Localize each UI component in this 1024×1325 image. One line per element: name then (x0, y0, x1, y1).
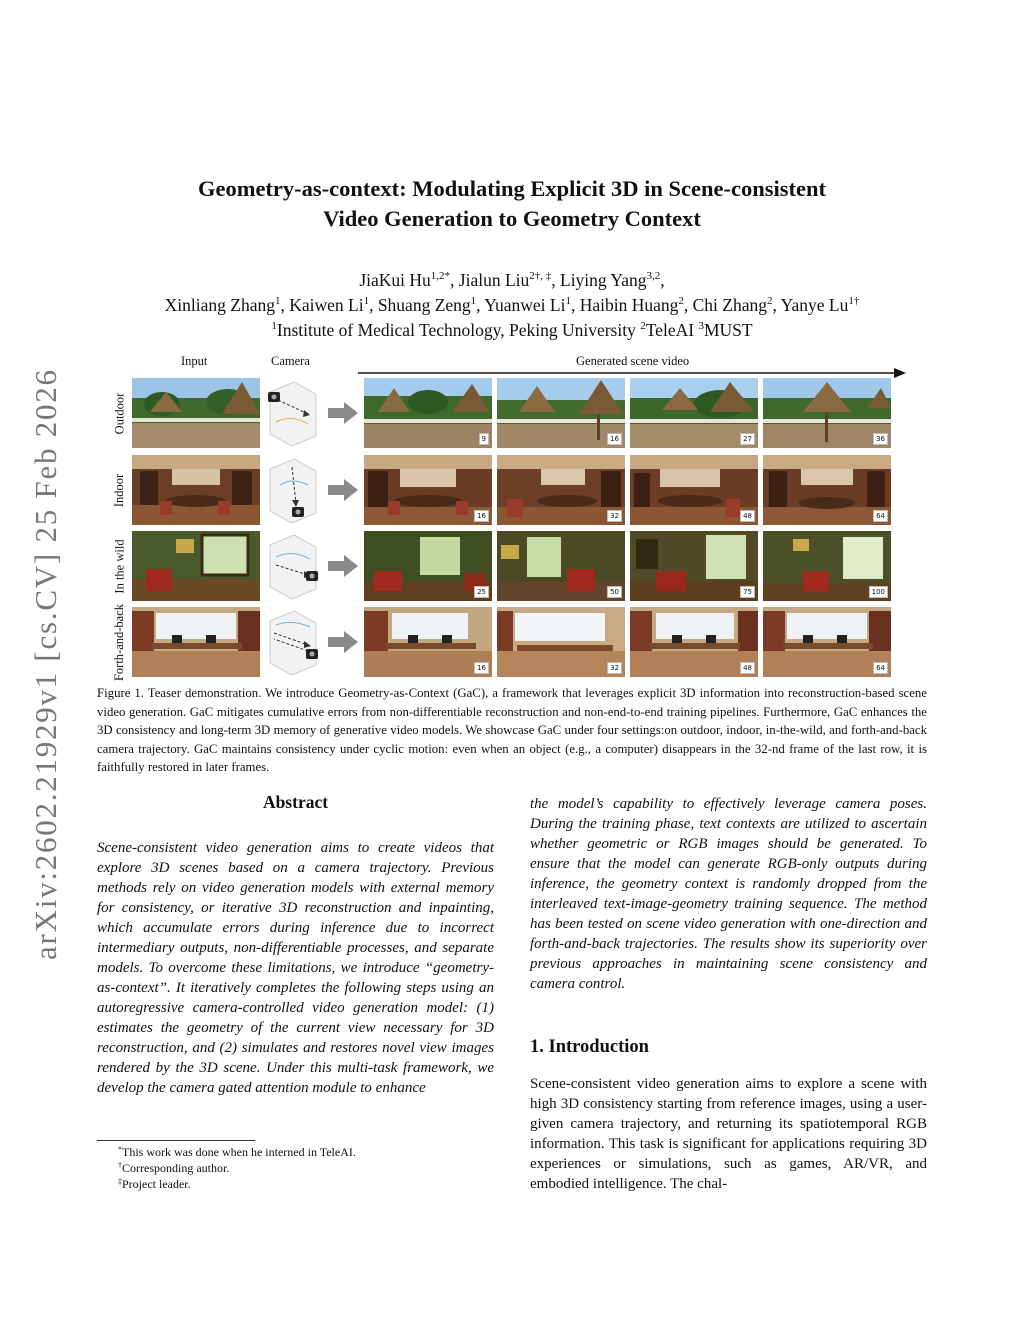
author-name: Xinliang Zhang (164, 295, 275, 315)
affiliation: MUST (703, 320, 753, 340)
footnote: *This work was done when he interned in TeleAI. (118, 1145, 356, 1159)
footnote-rule (97, 1140, 255, 1141)
introduction-text: Scene-consistent video generation aims to explore a scene with high 3D consistency starting from reference images, using a user-given camera trajectory, and returning its spatiotemporal RGB information. This task is significant for applications requiring 3D experiences or simulations, such as games, AR/VR, and embodied intelligence. The chal- (530, 1076, 927, 1192)
frame-number: 16 (474, 510, 489, 522)
frame-number: 16 (474, 662, 489, 674)
generated-frame-outdoor-3 (630, 378, 758, 448)
author-name: Shuang Zeng (377, 295, 471, 315)
generated-frame-outdoor-4 (763, 378, 891, 448)
row-label-outdoor: Outdoor (112, 392, 127, 434)
row-label-forth-and-back: Forth-and-back (112, 603, 127, 681)
frame-number: 50 (607, 586, 622, 598)
generated-frame-in-the-wild-2 (497, 531, 625, 601)
author-line-2: Xinliang Zhang$^1$, Kaiwen Li$^1$, Shuang Zeng$^1$, Yuanwei Li$^1$, Haibin Huang$^2$, Chi Zhang$^2$, Yanye $Lu^{1\dagger}$ (164, 295, 860, 315)
title-line-2: Video Generation to Geometry Context (323, 206, 701, 231)
camera-trajectory-forth-and-back (264, 607, 320, 679)
frame-number: 64 (873, 662, 888, 674)
footnote: †Corresponding author. (118, 1161, 230, 1175)
frame-number: 9 (479, 433, 489, 445)
frame-number: 32 (607, 510, 622, 522)
row-label-indoor: Indoor (112, 473, 127, 507)
author-name: Haibin Huang (579, 295, 679, 315)
title-line-1: Geometry-as-context: Modulating Explicit 3D in Scene-consistent (197, 176, 827, 201)
generated-frame-in-the-wild-4 (763, 531, 891, 601)
flow-arrow-icon (328, 631, 358, 653)
frame-number: 48 (740, 662, 755, 674)
column-header-camera: Camera (271, 354, 310, 368)
abstract-heading: Abstract (262, 792, 329, 812)
frame-number: 64 (873, 510, 888, 522)
author-block (60, 268, 964, 343)
figure-caption: Figure 1. Teaser demonstration. We introduce Geometry-as-Context (GaC), a framework that leverages explicit 3D information into reconstruction-based scene video generation. GaC mitigates cumulative errors from non-differentiable reconstruction and non-end-to-end training pipelines. Furthermore, GaC enhances the 3D consistency and long-term 3D memory of generative video models. We showcase GaC under four settings:on outdoor, indoor, in-the-wild, and forth-and-back camera trajectory. GaC maintains consistency under cyclic motion: even when an object (e.g., a computer) disappears in the 32-nd frame of the last row, it is faithfully restored in later frames. (97, 686, 927, 775)
flow-arrow-icon (328, 479, 358, 501)
abstract-text-left: Scene-consistent video generation aims to create videos that explore 3D scenes based on a camera trajectory. Previous methods rely on video generation models with external memory for consistency, or iterative 3D reconstruction and inpainting, which accumulate errors during inference due to incorrect intermediary outputs, non-differentiable processes, and separate models. To overcome these limitations, we introduce “geometry-as-context”. It iteratively completes the following steps using an autoregressive camera-controlled video generation model: (1) estimates the geometry of the current view necessary for 3D reconstruction, and (2) simulates and restores novel view images rendered by the 3D scene. Under this multi-task framework, we develop the camera gated attention module to enhance (97, 840, 494, 1096)
generated-frame-forth-and-back-4 (763, 607, 891, 677)
frame-number: 32 (607, 662, 622, 674)
frame-number: 100 (869, 586, 888, 598)
input-image-in-the-wild (132, 531, 260, 601)
arxiv-identifier-text: arXiv:2602.21929v1 [cs.CV] 25 Feb 2026 (28, 370, 63, 960)
camera-trajectory-in-the-wild (264, 531, 320, 603)
generated-frame-indoor-2 (497, 455, 625, 525)
generated-frame-outdoor-1 (364, 378, 492, 448)
generated-frame-in-the-wild-3 (630, 531, 758, 601)
row-label-in-the-wild: In the wild (112, 538, 127, 594)
author-name: Kaiwen Li (289, 295, 364, 315)
footnote: ‡Project leader. (118, 1177, 191, 1191)
frame-number: 48 (740, 510, 755, 522)
flow-arrow-icon (328, 402, 358, 424)
section-heading-introduction: 1. Introduction (530, 1037, 649, 1057)
frame-number: 27 (740, 433, 755, 445)
author-name: Liying Yang (560, 270, 647, 290)
input-image-indoor (132, 455, 260, 525)
column-header-generated: Generated scene video (576, 354, 690, 368)
arxiv-identifier (24, 370, 68, 960)
generated-frame-outdoor-2 (497, 378, 625, 448)
affiliation: Institute of Medical Technology, Peking University (276, 320, 636, 340)
input-image-forth-and-back (132, 607, 260, 677)
generated-frame-indoor-4 (763, 455, 891, 525)
input-image-outdoor (132, 378, 260, 448)
generated-frame-forth-and-back-2 (497, 607, 625, 677)
camera-trajectory-indoor (264, 455, 320, 527)
column-header-input: Input (181, 354, 208, 368)
generated-frame-forth-and-back-1 (364, 607, 492, 677)
frame-number: 36 (873, 433, 888, 445)
generated-frame-in-the-wild-1 (364, 531, 492, 601)
footnotes (118, 1144, 356, 1192)
paper-title (100, 174, 924, 234)
author-name: Chi Zhang (692, 295, 767, 315)
frame-number: 25 (474, 586, 489, 598)
author-name: Jialun Liu (458, 270, 530, 290)
author-name: Yuanwei Li (484, 295, 566, 315)
frame-number: 16 (607, 433, 622, 445)
abstract-text-right: the model’s capability to effectively leverage camera poses. During the training phase, text contexts are utilized to ascertain whether geometric or RGB images should be generated. To ensure that the model can generate RGB-only outputs during inference, the geometry context is randomly dropped from the interleaved text-image-geometry training sequence. The method has been tested on scene video generation with one-direction and forth-and-back trajectories. The results show its superiority over previous approaches in maintaining scene consistency and camera control. (530, 796, 927, 992)
generated-frame-indoor-1 (364, 455, 492, 525)
generated-frame-forth-and-back-3 (630, 607, 758, 677)
affiliations: $^1$Institute of Medical Technology, Peking University $^2$TeleAI $^3$MUST (271, 320, 753, 340)
author-line-1: JiaKui $Hu^{1,2*}$, Jialun Liu$^{2\dagger, \ddagger}$, Liying Yang$^{3,2}$, (359, 270, 665, 290)
author-name: JiaKui Hu (359, 270, 431, 290)
generated-frame-indoor-3 (630, 455, 758, 525)
affiliation: TeleAI (645, 320, 695, 340)
frame-number: 75 (740, 586, 755, 598)
flow-arrow-icon (328, 555, 358, 577)
camera-trajectory-outdoor (264, 378, 320, 450)
author-name: Yanye Lu (780, 295, 849, 315)
